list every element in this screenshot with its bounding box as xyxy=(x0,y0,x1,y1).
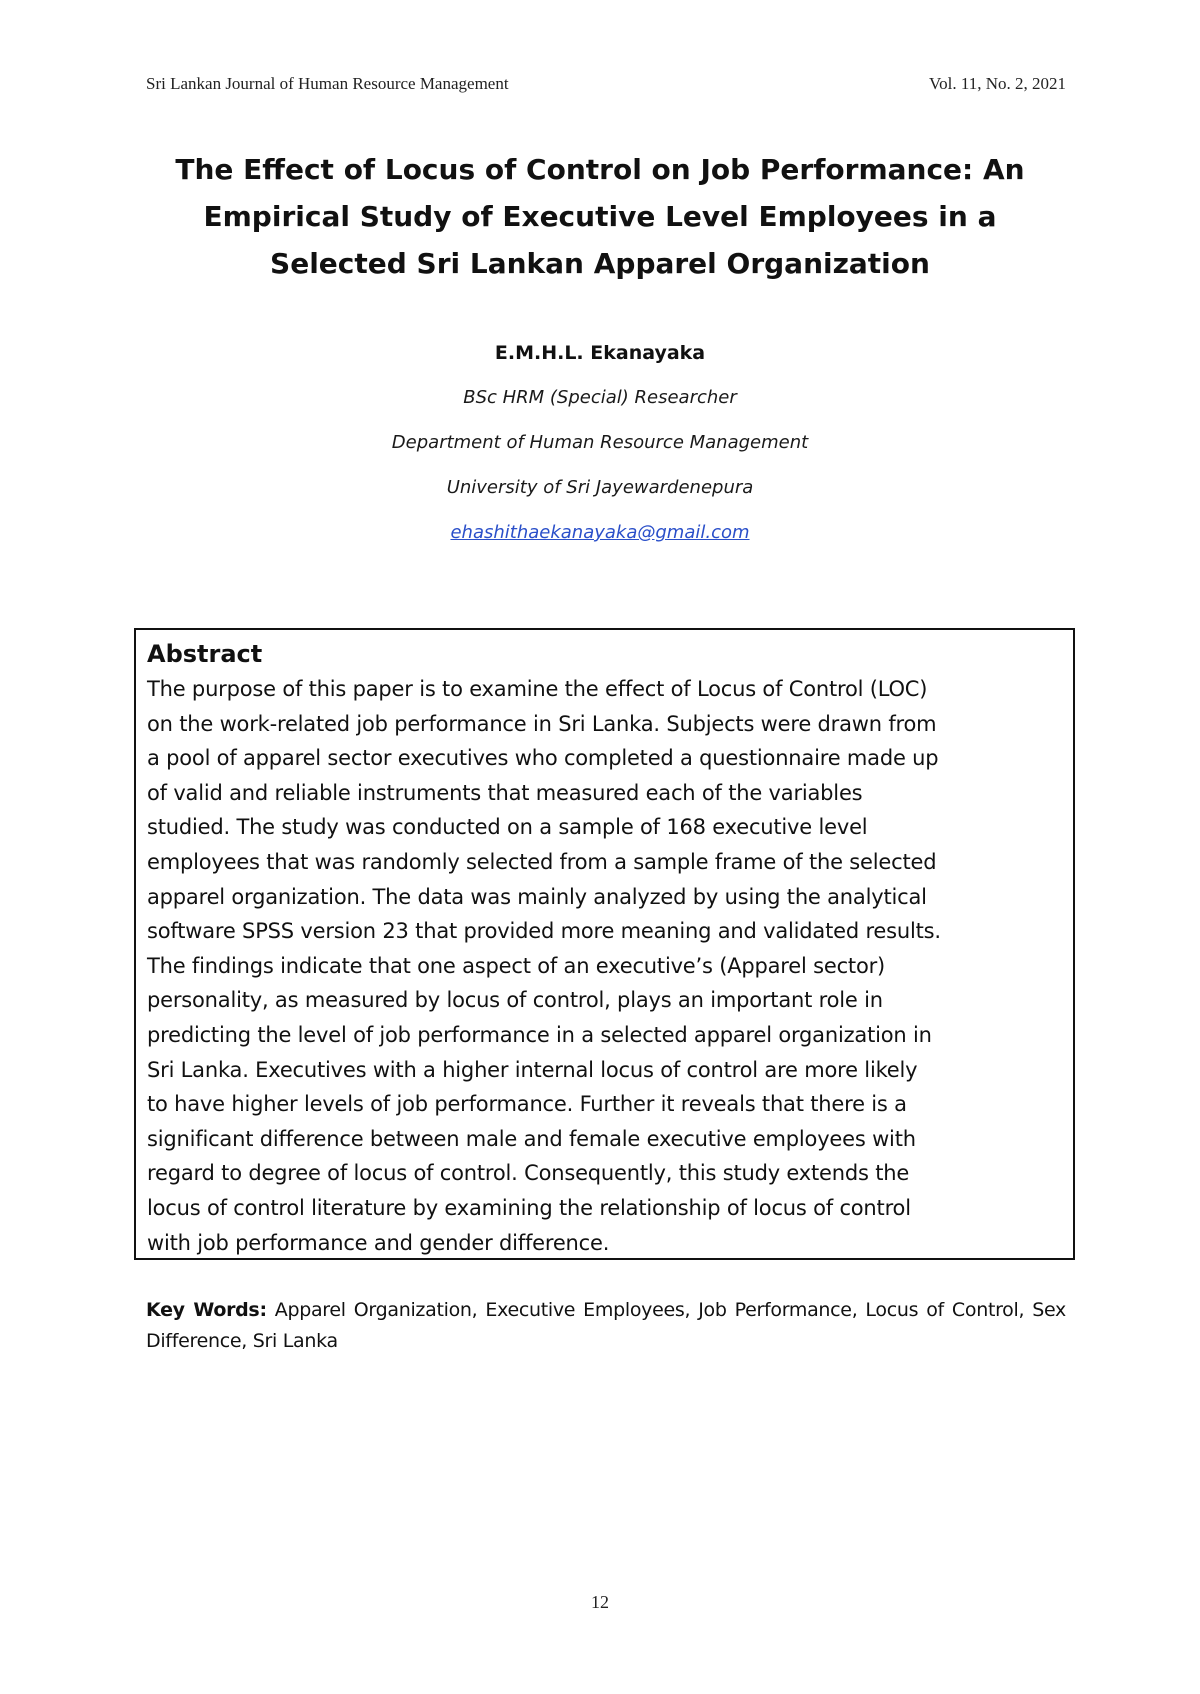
abstract-line: predicting the level of job performance in a selected apparel organization in xyxy=(147,1022,932,1047)
paper-title xyxy=(120,146,1080,287)
abstract-box xyxy=(134,628,1075,1260)
abstract-line: Sri Lanka. Executives with a higher internal locus of control are more likely xyxy=(147,1057,918,1082)
abstract-line: personality, as measured by locus of control, plays an important role in xyxy=(147,988,883,1013)
running-header xyxy=(146,74,1066,98)
keywords-label: Key Words: xyxy=(146,1299,267,1321)
abstract-line: regard to degree of locus of control. Consequently, this study extends the xyxy=(147,1161,910,1186)
author-position: BSc HRM (Special) Researcher xyxy=(463,387,737,408)
abstract-line: The findings indicate that one aspect of an executive’s (Apparel sector) xyxy=(147,953,886,978)
abstract-line: The purpose of this paper is to examine the effect of Locus of Control (LOC) xyxy=(147,677,928,701)
page-number: 12 xyxy=(591,1592,609,1612)
abstract-line: apparel organization. The data was mainly analyzed by using the analytical xyxy=(147,884,927,909)
title-line: Selected Sri Lankan Apparel Organization xyxy=(270,247,930,280)
keywords-text: Apparel Organization, Executive Employees, Job Performance, Locus of Control, Sex Difference, Sri Lanka xyxy=(146,1299,1066,1352)
abstract-line: locus of control literature by examining the relationship of locus of control xyxy=(147,1195,911,1220)
keywords xyxy=(146,1295,1066,1357)
abstract-line: with job performance and gender difference. xyxy=(147,1230,610,1255)
abstract-line: on the work-related job performance in Sri Lanka. Subjects were drawn from xyxy=(147,711,937,736)
author-block xyxy=(200,340,1000,545)
abstract-body xyxy=(147,672,1062,1260)
abstract-line: significant difference between male and female executive employees with xyxy=(147,1126,916,1151)
title-line: Empirical Study of Executive Level Employees in a xyxy=(203,200,997,233)
abstract-heading: Abstract xyxy=(147,640,263,668)
abstract-line: to have higher levels of job performance. Further it reveals that there is a xyxy=(147,1092,907,1117)
abstract-line: software SPSS version 23 that provided more meaning and validated results. xyxy=(147,919,941,944)
author-department: Department of Human Resource Management xyxy=(391,432,809,453)
author-university: University of Sri Jayewardenepura xyxy=(446,477,754,498)
abstract-line: a pool of apparel sector executives who completed a questionnaire made up xyxy=(147,746,939,771)
author-email-link[interactable]: ehashithaekanayaka@gmail.com xyxy=(450,522,750,543)
volume-issue: Vol. 11, No. 2, 2021 xyxy=(929,74,1066,93)
title-line: The Effect of Locus of Control on Job Performance: An xyxy=(175,153,1025,186)
abstract-line: studied. The study was conducted on a sample of 168 executive level xyxy=(147,815,868,840)
author-name: E.M.H.L. Ekanayaka xyxy=(494,342,706,364)
abstract-line: of valid and reliable instruments that measured each of the variables xyxy=(147,780,863,805)
abstract-line: employees that was randomly selected from a sample frame of the selected xyxy=(147,849,937,874)
journal-name: Sri Lankan Journal of Human Resource Management xyxy=(146,74,509,93)
